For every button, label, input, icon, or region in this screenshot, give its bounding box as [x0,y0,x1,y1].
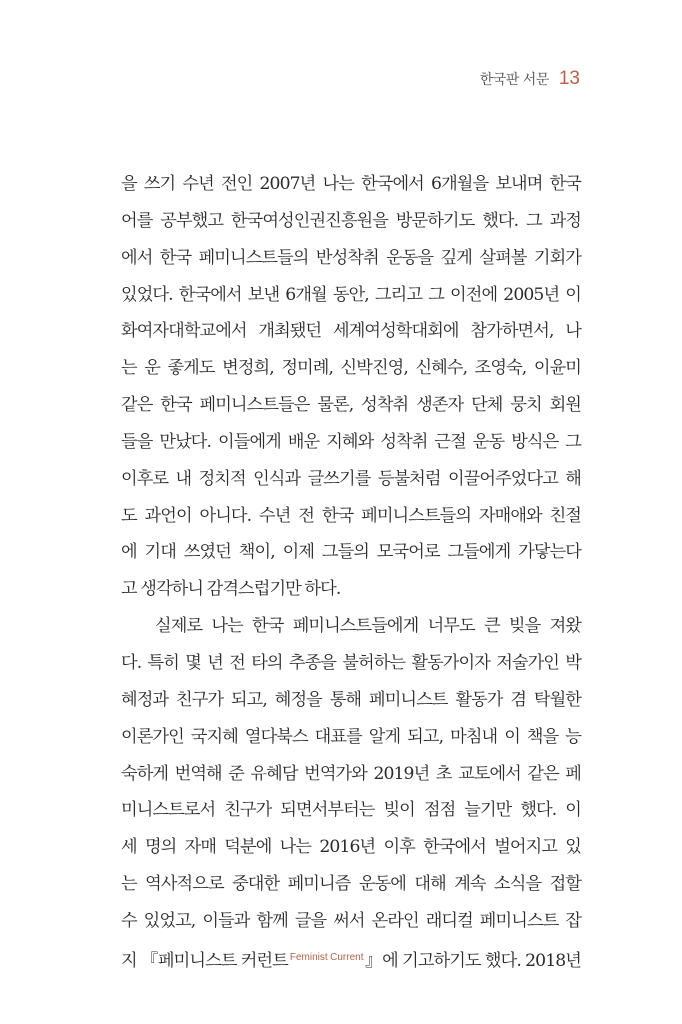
text-line: 이론가인 국지혜 열다북스 대표를 알게 되고, 마침내 이 책을 능 [121,726,581,747]
line-text-after: 』에 기고하기도 했다. 2018년 [364,950,581,971]
text-line: 숙하게 번역해 준 유혜담 번역가와 2019년 초 교토에서 같은 페 [121,763,581,784]
text-line: 다. 특히 몇 년 전 타의 추종을 불허하는 활동가이자 저술가인 박 [121,652,581,673]
text-line: 도 과언이 아니다. 수년 전 한국 페미니스트들의 자매애와 친절 [121,505,581,526]
text-line: 고 생각하니 감격스럽기만 하다. [121,579,341,600]
text-line: 에서 한국 페미니스트들의 반성착취 운동을 깊게 살펴볼 기회가 [121,247,581,268]
page-number: 13 [558,68,580,89]
text-line: 화여자대학교에서 개최됐던 세계여성학대회에 참가하면서, 나 [121,321,581,342]
paragraph-2 [121,608,581,976]
text-line: 실제로 나는 한국 페미니스트들에게 너무도 큰 빚을 져왔 [155,616,581,637]
text-line: 세 명의 자매 덕분에 나는 2016년 이후 한국에서 벌어지고 있 [121,837,581,858]
running-head [480,66,580,92]
text-line: 는 운 좋게도 변정희, 정미례, 신박진영, 신혜수, 조영숙, 이윤미 [121,358,581,379]
text-line: 같은 한국 페미니스트들은 물론, 성착취 생존자 단체 뭉치 회원 [121,395,581,416]
text-line: 에 기대 쓰였던 책이, 이제 그들의 모국어로 그들에게 가닿는다 [121,542,581,563]
text-line: 을 쓰기 수년 전인 2007년 나는 한국에서 6개월을 보내며 한국 [121,174,581,194]
text-line: 들을 만났다. 이들에게 배운 지혜와 성착취 근절 운동 방식은 그 [121,431,581,452]
text-line: 는 역사적으로 중대한 페미니즘 운동에 대해 계속 소식을 접할 [121,874,581,895]
line-text-before: 지 『페미니스트 커런트 [121,950,288,971]
paragraph-1 [121,166,581,608]
text-line: 미니스트로서 친구가 되면서부터는 빚이 점점 늘기만 했다. 이 [121,800,581,821]
text-line: 혜정과 친구가 되고, 혜정을 통해 페미니스트 활동가 겸 탁월한 [121,689,581,710]
text-line: 이후로 내 정치적 인식과 글쓰기를 등불처럼 이끌어주었다고 해 [121,468,581,489]
original-title-annotation: Feminist Current [289,951,364,963]
text-line: 어를 공부했고 한국여성인권진흥원을 방문하기도 했다. 그 과정 [121,210,581,231]
text-line: 수 있었고, 이들과 함께 글을 써서 온라인 래디컬 페미니스트 잡 [121,910,581,931]
body-text [121,166,581,977]
text-line: 있었다. 한국에서 보낸 6개월 동안, 그리고 그 이전에 2005년 이 [121,284,581,305]
text-line-with-annotation [121,940,581,977]
chapter-title: 한국판 서문 [479,72,549,88]
